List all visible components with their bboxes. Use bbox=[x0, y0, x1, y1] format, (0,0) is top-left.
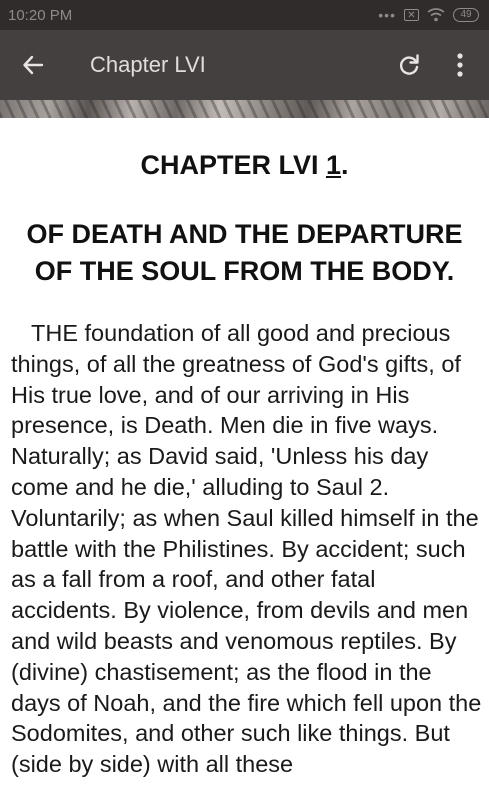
refresh-icon[interactable] bbox=[396, 52, 422, 78]
header-banner-image bbox=[0, 100, 489, 118]
status-icons bbox=[378, 7, 479, 23]
battery-indicator: 49 bbox=[453, 8, 479, 22]
status-bar bbox=[0, 0, 489, 30]
footnote-link[interactable]: 1 bbox=[325, 150, 342, 180]
app-toolbar bbox=[0, 30, 489, 100]
more-vert-icon[interactable] bbox=[450, 52, 470, 78]
chapter-content bbox=[0, 118, 489, 800]
status-time: 10:20 PM bbox=[8, 6, 73, 24]
chapter-subtitle: OF DEATH AND THE DEPARTURE OF THE SOUL FROM THE BODY. bbox=[26, 219, 463, 286]
chapter-heading-text: CHAPTER LVI bbox=[140, 150, 319, 180]
chapter-heading bbox=[0, 150, 489, 181]
wifi-icon bbox=[427, 8, 445, 22]
notification-dots-icon: ••• bbox=[378, 7, 396, 23]
toolbar-title: Chapter LVI bbox=[90, 52, 206, 77]
sim-x-icon: ✕ bbox=[404, 9, 419, 21]
heading-period: . bbox=[341, 150, 349, 180]
back-arrow-icon[interactable] bbox=[20, 52, 46, 78]
chapter-paragraph: THE foundation of all good and precious things, of all the greatness of God's gifts, of His true love, and of our arriving in His presence, is Death. Men die in five ways. Naturally; as David said, 'Unless his day come and he die,' alluding to Saul 2. Voluntarily; as when Saul killed himself in the battle with the Philistines. By accident; such as a fall from a roof, and other fatal accidents. By violence, from devils and men and wild beasts and venomous reptiles. By (divine) chastisement; as the flood in the days of Noah, and the fire which fell upon the Sodomites, and other such like things. But (side by side) with all these bbox=[11, 320, 482, 778]
